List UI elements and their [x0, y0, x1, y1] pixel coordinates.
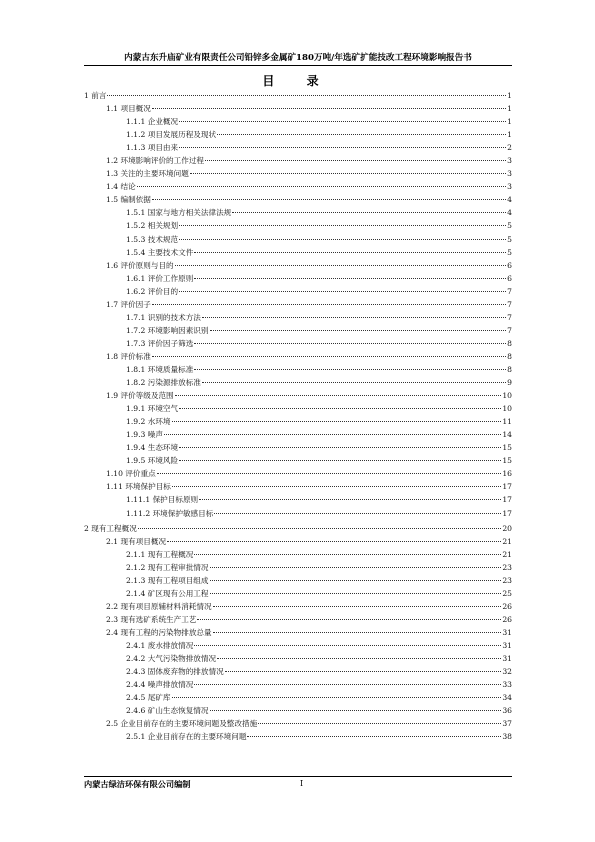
- dot-leader: [194, 252, 506, 253]
- toc-entry[interactable]: [84, 298, 512, 311]
- toc-entry-page: 25: [502, 588, 512, 598]
- table-of-contents: [84, 89, 512, 743]
- toc-entry-title: 2.4 现有工程的污染物排放总量: [106, 627, 212, 637]
- toc-entry-title: 1.4 结论: [106, 182, 136, 192]
- dot-leader: [179, 460, 501, 461]
- dot-leader: [214, 513, 501, 514]
- toc-entry-page: 8: [507, 351, 512, 361]
- toc-entry[interactable]: [84, 678, 512, 691]
- dot-leader: [197, 619, 501, 620]
- dot-leader: [213, 606, 502, 607]
- toc-entry-title: 1.1.2 项目发展历程及现状: [126, 130, 217, 140]
- toc-entry-title: 1.11 环境保护目标: [106, 482, 171, 492]
- toc-entry-page: 17: [502, 508, 512, 518]
- toc-entry-title: 1.7.2 环境影响因素识别: [126, 325, 209, 335]
- dot-leader: [194, 278, 506, 279]
- toc-entry-title: 1.11.1 保护目标原则: [126, 495, 199, 505]
- dot-leader: [137, 186, 506, 187]
- toc-entry[interactable]: [84, 154, 512, 167]
- toc-entry-title: 1.8 评价标准: [106, 351, 151, 361]
- toc-entry[interactable]: [84, 193, 512, 206]
- toc-entry[interactable]: [84, 402, 512, 415]
- dot-leader: [167, 541, 501, 542]
- toc-entry-page: 5: [507, 221, 512, 231]
- toc-entry-page: 17: [502, 482, 512, 492]
- toc-entry-page: 10: [502, 404, 512, 414]
- toc-title: 目 录: [262, 74, 333, 88]
- running-header: 内蒙古东升庙矿业有限责任公司铅锌多金属矿180万吨/年选矿扩能技改工程环境影响报告书: [124, 53, 472, 63]
- dot-leader: [217, 134, 506, 135]
- dot-leader: [175, 265, 507, 266]
- toc-entry-title: 2.4.6 矿山生态恢复情况: [126, 706, 209, 716]
- dot-leader: [152, 304, 506, 305]
- toc-entry[interactable]: [84, 717, 512, 730]
- toc-entry-title: 1.1.3 项目由来: [126, 143, 179, 153]
- toc-entry[interactable]: [84, 128, 512, 141]
- dot-leader: [172, 486, 501, 487]
- toc-entry[interactable]: [84, 548, 512, 561]
- toc-entry-page: 21: [502, 549, 512, 559]
- toc-entry[interactable]: [84, 415, 512, 428]
- toc-entry[interactable]: [84, 219, 512, 232]
- toc-entry-page: 15: [502, 456, 512, 466]
- toc-entry-page: 10: [502, 391, 512, 401]
- toc-entry-title: 1.6.2 评价目的: [126, 286, 179, 296]
- toc-entry-title: 2.1.2 现有工程审批情况: [126, 562, 209, 572]
- dot-leader: [179, 408, 501, 409]
- toc-entry-title: 1.8.1 环境质量标准: [126, 364, 194, 374]
- toc-entry-page: 3: [507, 156, 512, 166]
- dot-leader: [217, 658, 501, 659]
- toc-entry[interactable]: [84, 115, 512, 128]
- toc-entry[interactable]: [84, 652, 512, 665]
- toc-entry-page: 33: [502, 680, 512, 690]
- toc-entry-page: 6: [507, 260, 512, 270]
- toc-entry-page: 38: [502, 732, 512, 742]
- dot-leader: [179, 447, 501, 448]
- toc-entry-page: 5: [507, 247, 512, 257]
- toc-entry-title: 1.9 评价等级及范围: [106, 391, 174, 401]
- toc-entry[interactable]: [84, 337, 512, 350]
- toc-entry[interactable]: [84, 89, 512, 102]
- dot-leader: [258, 723, 501, 724]
- toc-entry[interactable]: [84, 665, 512, 678]
- toc-entry[interactable]: [84, 272, 512, 285]
- toc-entry-title: 1.9.1 环境空气: [126, 404, 179, 414]
- dot-leader: [172, 697, 502, 698]
- toc-entry[interactable]: [84, 428, 512, 441]
- toc-entry-page: 21: [502, 536, 512, 546]
- dot-leader: [210, 593, 502, 594]
- dot-leader: [194, 645, 501, 646]
- toc-entry-page: 3: [507, 182, 512, 192]
- toc-entry[interactable]: [84, 561, 512, 574]
- toc-entry-title: 2.2 现有项目原辅材料消耗情况: [106, 601, 212, 611]
- toc-entry[interactable]: [84, 535, 512, 548]
- toc-entry-title: 1.1.1 企业概况: [126, 117, 179, 127]
- toc-entry-page: 5: [507, 234, 512, 244]
- toc-entry-title: 1.6 评价原则与目的: [106, 260, 174, 270]
- dot-leader: [213, 632, 502, 633]
- dot-leader: [179, 121, 506, 122]
- dot-leader: [194, 554, 501, 555]
- toc-entry-title: 2.4.3 固体废弃物的排放情况: [126, 667, 224, 677]
- toc-entry[interactable]: [84, 574, 512, 587]
- toc-entry-title: 1.9.4 生态环境: [126, 443, 179, 453]
- toc-entry[interactable]: [84, 389, 512, 402]
- toc-entry[interactable]: [84, 324, 512, 337]
- toc-entry-page: 2: [507, 143, 512, 153]
- toc-entry[interactable]: [84, 730, 512, 743]
- toc-entry-page: 7: [507, 312, 512, 322]
- toc-entry-page: 1: [507, 104, 512, 114]
- toc-entry-title: 1.1 项目概况: [106, 104, 151, 114]
- dot-leader: [190, 173, 506, 174]
- toc-entry-page: 20: [502, 523, 512, 533]
- toc-entry-title: 1.5.1 国家与地方相关法律法规: [126, 208, 232, 218]
- toc-entry[interactable]: [84, 311, 512, 324]
- toc-entry-title: 2.5 企业目前存在的主要环境问题及整改措施: [106, 719, 258, 729]
- toc-entry-title: 1.5 编制依据: [106, 195, 151, 205]
- toc-entry-page: 31: [502, 640, 512, 650]
- toc-entry-title: 1.9.2 水环境: [126, 417, 171, 427]
- toc-entry-title: 2.1.3 现有工程项目组成: [126, 575, 209, 585]
- toc-entry[interactable]: [84, 480, 512, 493]
- dot-leader: [157, 473, 502, 474]
- toc-entry-page: 8: [507, 364, 512, 374]
- dot-leader: [152, 356, 506, 357]
- toc-entry[interactable]: [84, 285, 512, 298]
- toc-entry-title: 1.8.2 污染源排放标准: [126, 378, 201, 388]
- toc-entry-page: 32: [502, 667, 512, 677]
- toc-entry-page: 17: [502, 495, 512, 505]
- dot-leader: [152, 199, 506, 200]
- toc-entry[interactable]: [84, 180, 512, 193]
- toc-entry-page: 14: [502, 430, 512, 440]
- toc-entry[interactable]: [84, 246, 512, 259]
- toc-entry[interactable]: [84, 639, 512, 652]
- toc-entry-page: 7: [507, 325, 512, 335]
- toc-entry-page: 31: [502, 627, 512, 637]
- toc-entry[interactable]: [84, 206, 512, 219]
- toc-entry-title: 1.7.1 识别的技术方法: [126, 312, 201, 322]
- toc-entry-page: 7: [507, 299, 512, 309]
- header-rule: [84, 65, 512, 66]
- dot-leader: [210, 330, 507, 331]
- toc-entry[interactable]: [84, 233, 512, 246]
- toc-entry-title: 1.10 评价重点: [106, 469, 156, 479]
- toc-entry-page: 31: [502, 654, 512, 664]
- dot-leader: [179, 225, 506, 226]
- toc-entry-title: 2 现有工程概况: [84, 523, 137, 533]
- toc-entry[interactable]: [84, 522, 512, 535]
- dot-leader: [205, 160, 506, 161]
- toc-entry-page: 7: [507, 286, 512, 296]
- dot-leader: [232, 212, 506, 213]
- toc-entry[interactable]: [84, 626, 512, 639]
- toc-entry[interactable]: [84, 363, 512, 376]
- toc-entry[interactable]: [84, 376, 512, 389]
- toc-entry-title: 2.3 现有选矿系统生产工艺: [106, 614, 197, 624]
- toc-entry-title: 1.11.2 环境保护敏感目标: [126, 508, 214, 518]
- toc-entry-title: 1.9.3 噪声: [126, 430, 163, 440]
- toc-entry[interactable]: [84, 441, 512, 454]
- dot-leader: [152, 108, 506, 109]
- toc-entry-page: 15: [502, 443, 512, 453]
- dot-leader: [172, 421, 502, 422]
- toc-entry-page: 16: [502, 469, 512, 479]
- toc-entry-page: 23: [502, 575, 512, 585]
- toc-entry-title: 2.4.2 大气污染物排放情况: [126, 654, 217, 664]
- toc-entry[interactable]: [84, 350, 512, 363]
- toc-entry-title: 2.4.5 尾矿库: [126, 693, 171, 703]
- dot-leader: [210, 567, 502, 568]
- toc-entry[interactable]: [84, 691, 512, 704]
- toc-entry-title: 1.5.2 相关规划: [126, 221, 179, 231]
- toc-entry-page: 9: [507, 378, 512, 388]
- toc-entry-title: 1.7 评价因子: [106, 299, 151, 309]
- dot-leader: [225, 671, 502, 672]
- dot-leader: [175, 395, 502, 396]
- dot-leader: [194, 684, 501, 685]
- toc-entry-page: 3: [507, 169, 512, 179]
- toc-entry-page: 34: [502, 693, 512, 703]
- toc-entry[interactable]: [84, 141, 512, 154]
- dot-leader: [247, 736, 501, 737]
- toc-entry-page: 6: [507, 273, 512, 283]
- dot-leader: [194, 343, 506, 344]
- toc-entry-title: 1 前言: [84, 91, 107, 100]
- toc-entry-title: 2.5.1 企业目前存在的主要环境问题: [126, 732, 247, 742]
- toc-entry-title: 1.9.5 环境风险: [126, 456, 179, 466]
- dot-leader: [194, 369, 506, 370]
- toc-entry[interactable]: [84, 167, 512, 180]
- toc-entry-page: 1: [507, 130, 512, 140]
- toc-entry-page: 8: [507, 338, 512, 348]
- toc-entry-title: 2.1.1 现有工程概况: [126, 549, 194, 559]
- toc-entry-title: 1.7.3 评价因子筛选: [126, 338, 194, 348]
- toc-entry-title: 1.3 关注的主要环境问题: [106, 169, 189, 179]
- toc-entry-title: 1.5.4 主要技术文件: [126, 247, 194, 257]
- toc-entry-page: 26: [502, 614, 512, 624]
- dot-leader: [138, 528, 502, 529]
- toc-entry-page: 36: [502, 706, 512, 716]
- toc-entry[interactable]: [84, 102, 512, 115]
- toc-entry-title: 2.4.4 噪声排放情况: [126, 680, 194, 690]
- toc-entry[interactable]: [84, 613, 512, 626]
- toc-entry-page: 11: [502, 417, 512, 427]
- toc-entry-page: 4: [507, 195, 512, 205]
- toc-entry[interactable]: [84, 259, 512, 272]
- toc-entry-title: 1.5.3 技术规范: [126, 234, 179, 244]
- toc-entry-title: 1.6.1 评价工作原则: [126, 273, 194, 283]
- dot-leader: [107, 95, 506, 96]
- dot-leader: [210, 710, 502, 711]
- footer-page-number: I: [300, 779, 304, 788]
- footer-organization: 内蒙古绿洁环保有限公司编制: [84, 779, 191, 789]
- footer-rule: [84, 776, 512, 777]
- dot-leader: [202, 317, 506, 318]
- toc-entry-page: 37: [502, 719, 512, 729]
- toc-entry-page: 23: [502, 562, 512, 572]
- toc-entry-title: 1.2 环境影响评价的工作过程: [106, 156, 205, 166]
- dot-leader: [179, 291, 506, 292]
- toc-entry[interactable]: [84, 454, 512, 467]
- toc-entry-page: 1: [507, 117, 512, 127]
- toc-entry-title: 2.1 现有项目概况: [106, 536, 167, 546]
- toc-entry[interactable]: [84, 507, 512, 520]
- dot-leader: [164, 434, 501, 435]
- toc-entry[interactable]: [84, 600, 512, 613]
- dot-leader: [210, 580, 502, 581]
- toc-entry[interactable]: [84, 587, 512, 600]
- toc-entry-page: 26: [502, 601, 512, 611]
- toc-entry[interactable]: [84, 704, 512, 717]
- dot-leader: [179, 239, 506, 240]
- toc-entry-page: 4: [507, 208, 512, 218]
- dot-leader: [179, 147, 506, 148]
- dot-leader: [199, 499, 501, 500]
- dot-leader: [202, 382, 506, 383]
- toc-entry-title: 2.1.4 矿区现有公用工程: [126, 588, 209, 598]
- toc-entry[interactable]: [84, 493, 512, 506]
- toc-entry-title: 2.4.1 废水排放情况: [126, 640, 194, 650]
- toc-entry-page: 1: [507, 91, 512, 100]
- toc-entry[interactable]: [84, 467, 512, 480]
